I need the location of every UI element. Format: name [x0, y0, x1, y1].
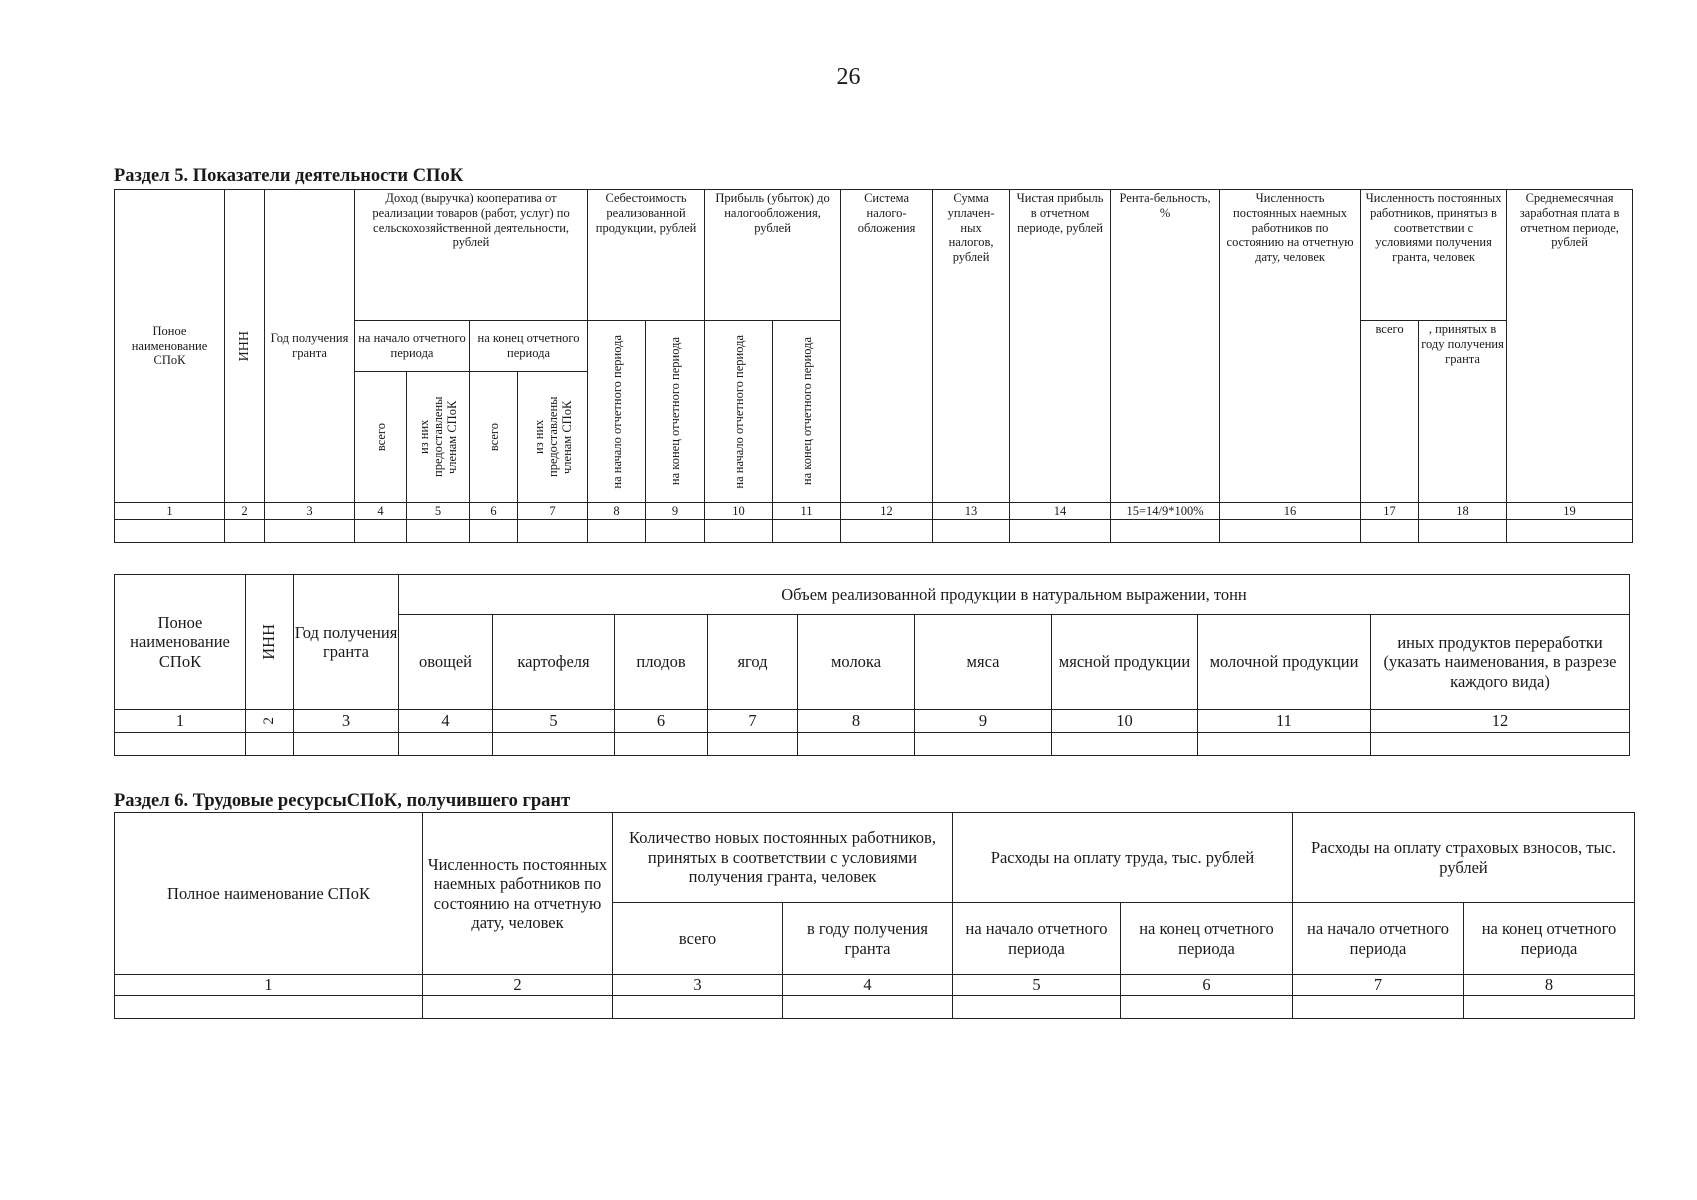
column-number: 14: [1010, 503, 1111, 520]
col-staff-header: Численность постоянных наемных работников по состоянию на отчетную дату, человек: [1220, 190, 1361, 503]
page-number: 26: [836, 64, 861, 90]
column-number: 7: [708, 710, 798, 733]
column-number: 4: [355, 503, 407, 520]
table-row: [115, 733, 1630, 756]
column-number: 12: [841, 503, 933, 520]
column-number: 3: [294, 710, 399, 733]
column-number: 8: [1464, 975, 1635, 996]
product-header: мясной продукции: [1052, 615, 1198, 710]
empty-cell[interactable]: [708, 733, 798, 756]
col-year-header: Год получения гранта: [265, 190, 355, 503]
empty-cell[interactable]: [841, 520, 933, 543]
empty-cell[interactable]: [246, 733, 294, 756]
empty-cell[interactable]: [1419, 520, 1507, 543]
empty-cell[interactable]: [646, 520, 705, 543]
empty-cell[interactable]: [265, 520, 355, 543]
col-income-end-members-header: из них предоставлены членам СПоК: [518, 372, 588, 503]
column-number: 1: [115, 503, 225, 520]
empty-cell[interactable]: [705, 520, 773, 543]
column-number: 10: [705, 503, 773, 520]
col-income-end-header: на конец отчетного периода: [470, 321, 588, 372]
empty-cell[interactable]: [798, 733, 915, 756]
col-tax-system-header: Система налого-обложения: [841, 190, 933, 503]
empty-cell[interactable]: [1293, 996, 1464, 1019]
column-number: 2: [246, 710, 294, 733]
col-wages-start-header: на начало отчетного периода: [953, 903, 1121, 975]
col-staff-year-header: , принятых в году получения гранта: [1419, 321, 1507, 503]
column-number-row: [115, 975, 1635, 996]
column-number: 4: [399, 710, 493, 733]
col-wages-header: Расходы на оплату труда, тыс. рублей: [953, 813, 1293, 903]
product-header: плодов: [615, 615, 708, 710]
column-number: 13: [933, 503, 1010, 520]
col-new-total-header: всего: [613, 903, 783, 975]
empty-cell[interactable]: [953, 996, 1121, 1019]
col-profit-end-header: на конец отчетного периода: [773, 321, 841, 503]
empty-cell[interactable]: [225, 520, 265, 543]
column-number-row: [115, 710, 1630, 733]
empty-cell[interactable]: [470, 520, 518, 543]
empty-cell[interactable]: [1198, 733, 1371, 756]
col-cost-start-header: на начало отчетного периода: [588, 321, 646, 503]
empty-cell[interactable]: [1111, 520, 1220, 543]
col-income-end-total-header: всего: [470, 372, 518, 503]
empty-cell[interactable]: [294, 733, 399, 756]
table-row: [115, 520, 1633, 543]
empty-cell[interactable]: [115, 996, 423, 1019]
section-5-title: Раздел 5. Показатели деятельности СПоК: [114, 166, 464, 186]
column-number: 5: [953, 975, 1121, 996]
col-net-profit-header: Чистая прибыль в отчетном периоде, рублей: [1010, 190, 1111, 503]
table-row: [115, 996, 1635, 1019]
product-header: иных продуктов переработки (указать наименования, в разрезе каждого вида): [1371, 615, 1630, 710]
col-inn-header: ИНН: [225, 190, 265, 503]
section-6-labor-table: [114, 812, 1635, 1019]
empty-cell[interactable]: [613, 996, 783, 1019]
column-number: 2: [225, 503, 265, 520]
column-number: 5: [493, 710, 615, 733]
col-staff-header: Численность постоянных наемных работников по состоянию на отчетную дату, человек: [423, 813, 613, 975]
column-number: 12: [1371, 710, 1630, 733]
empty-cell[interactable]: [1121, 996, 1293, 1019]
empty-cell[interactable]: [355, 520, 407, 543]
column-number: 2: [423, 975, 613, 996]
column-number: 7: [518, 503, 588, 520]
column-number: 1: [115, 975, 423, 996]
column-number: 6: [615, 710, 708, 733]
product-header: молока: [798, 615, 915, 710]
column-number-row: [115, 503, 1633, 520]
empty-cell[interactable]: [915, 733, 1052, 756]
col-insurance-start-header: на начало отчетного периода: [1293, 903, 1464, 975]
column-number: 18: [1419, 503, 1507, 520]
col-name-header: Поное наименование СПоК: [115, 190, 225, 503]
col-volume-header: Объем реализованной продукции в натуральном выражении, тонн: [399, 575, 1630, 615]
empty-cell[interactable]: [1464, 996, 1635, 1019]
col-cost-header: Себестоимость реализованной продукции, рублей: [588, 190, 705, 321]
col-income-start-header: на начало отчетного периода: [355, 321, 470, 372]
col-income-start-members-header: из них предоставлены членам СПоК: [407, 372, 470, 503]
col-income-header: Доход (выручка) кооператива от реализации товаров (работ, услуг) по сельскохозяйственной деятельности, рублей: [355, 190, 588, 321]
col-inn-header: ИНН: [246, 575, 294, 710]
empty-cell[interactable]: [1507, 520, 1633, 543]
product-header: молочной продукции: [1198, 615, 1371, 710]
column-number: 8: [588, 503, 646, 520]
column-number: 6: [470, 503, 518, 520]
column-number: 10: [1052, 710, 1198, 733]
column-number: 15=14/9*100%: [1111, 503, 1220, 520]
column-number: 7: [1293, 975, 1464, 996]
empty-cell[interactable]: [783, 996, 953, 1019]
column-number: 5: [407, 503, 470, 520]
empty-cell[interactable]: [588, 520, 646, 543]
column-number: 16: [1220, 503, 1361, 520]
empty-cell[interactable]: [1010, 520, 1111, 543]
col-profit-start-header: на начало отчетного периода: [705, 321, 773, 503]
col-staff-grant-header: Численность постоянных работников, принятыз в соответствии с условиями получения гранта, человек: [1361, 190, 1507, 321]
empty-cell[interactable]: [518, 520, 588, 543]
column-number: 9: [915, 710, 1052, 733]
col-new-staff-header: Количество новых постоянных работников, принятых в соответствии с условиями получения гранта, человек: [613, 813, 953, 903]
section-5-volume-table: [114, 574, 1630, 756]
col-year-header: Год получения гранта: [294, 575, 399, 710]
empty-cell[interactable]: [493, 733, 615, 756]
col-name-header: Поное наименование СПоК: [115, 575, 246, 710]
section-5-indicators-table: [114, 189, 1633, 543]
column-number: 19: [1507, 503, 1633, 520]
col-salary-header: Среднемесячная заработная плата в отчетном периоде, рублей: [1507, 190, 1633, 503]
col-cost-end-header: на конец отчетного периода: [646, 321, 705, 503]
column-number: 3: [265, 503, 355, 520]
col-insurance-header: Расходы на оплату страховых взносов, тыс. рублей: [1293, 813, 1635, 903]
col-income-start-total-header: всего: [355, 372, 407, 503]
column-number: 4: [783, 975, 953, 996]
column-number: 9: [646, 503, 705, 520]
empty-cell[interactable]: [615, 733, 708, 756]
col-name-header: Полное наименование СПоК: [115, 813, 423, 975]
empty-cell[interactable]: [773, 520, 841, 543]
col-profitability-header: Рента-бельность, %: [1111, 190, 1220, 503]
product-header: мяса: [915, 615, 1052, 710]
empty-cell[interactable]: [399, 733, 493, 756]
empty-cell[interactable]: [1371, 733, 1630, 756]
col-new-year-header: в году получения гранта: [783, 903, 953, 975]
empty-cell[interactable]: [1361, 520, 1419, 543]
column-number: 17: [1361, 503, 1419, 520]
column-number: 1: [115, 710, 246, 733]
col-taxes-paid-header: Сумма уплачен-ных налогов, рублей: [933, 190, 1010, 503]
section-6-title: Раздел 6. Трудовые ресурсыСПоК, получившего грант: [114, 791, 571, 811]
col-insurance-end-header: на конец отчетного периода: [1464, 903, 1635, 975]
product-header: овощей: [399, 615, 493, 710]
column-number: 8: [798, 710, 915, 733]
col-wages-end-header: на конец отчетного периода: [1121, 903, 1293, 975]
empty-cell[interactable]: [115, 520, 225, 543]
product-header: картофеля: [493, 615, 615, 710]
col-profit-header: Прибыль (убыток) до налогообложения, рублей: [705, 190, 841, 321]
product-header: ягод: [708, 615, 798, 710]
empty-cell[interactable]: [933, 520, 1010, 543]
empty-cell[interactable]: [423, 996, 613, 1019]
empty-cell[interactable]: [115, 733, 246, 756]
column-number: 6: [1121, 975, 1293, 996]
empty-cell[interactable]: [407, 520, 470, 543]
empty-cell[interactable]: [1052, 733, 1198, 756]
col-staff-total-header: всего: [1361, 321, 1419, 503]
column-number: 3: [613, 975, 783, 996]
column-number: 11: [773, 503, 841, 520]
empty-cell[interactable]: [1220, 520, 1361, 543]
column-number: 11: [1198, 710, 1371, 733]
